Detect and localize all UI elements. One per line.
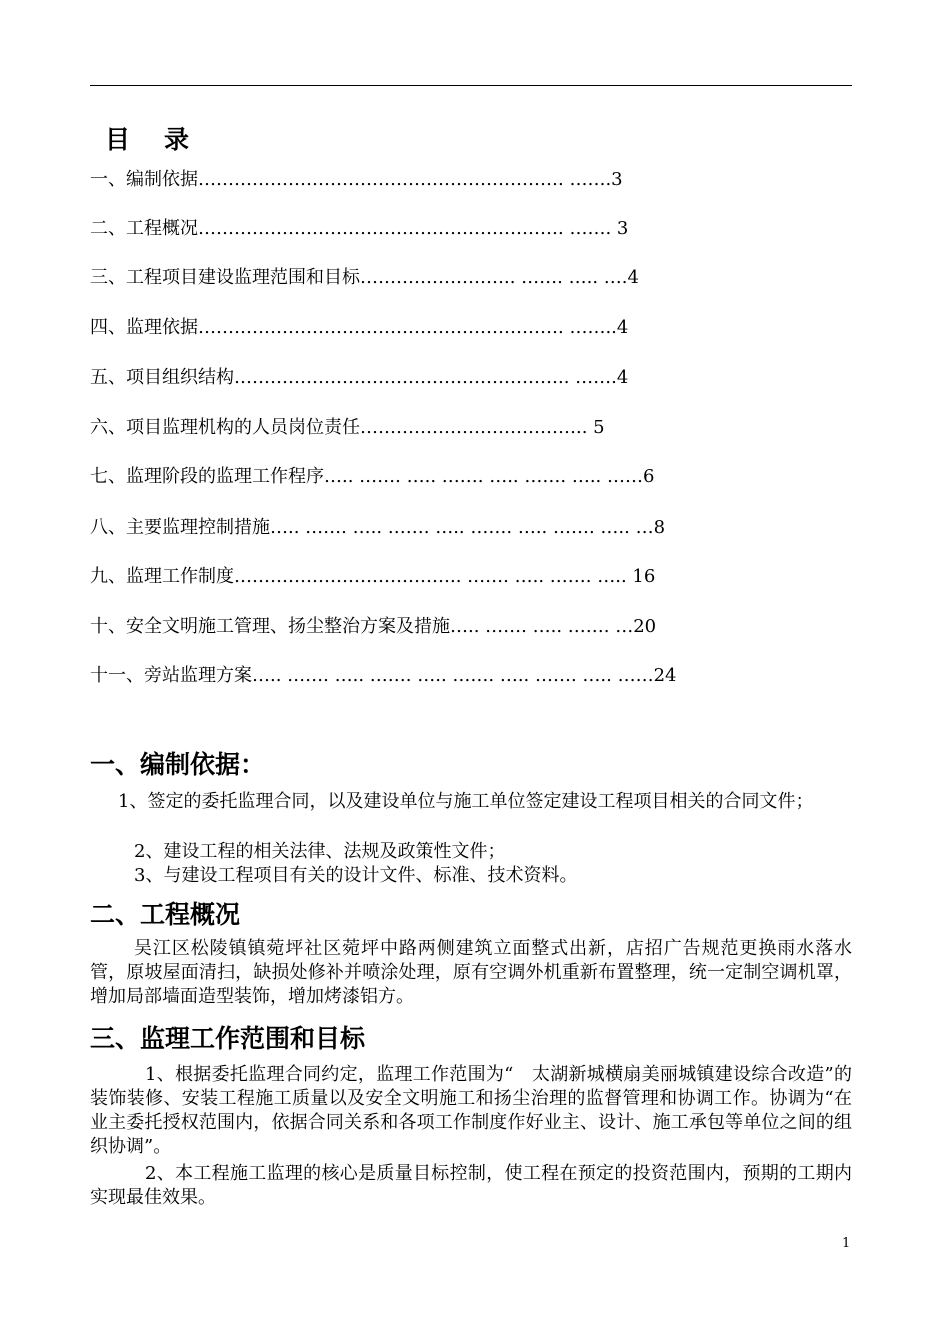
toc-item-4: 四、监理依据……………………………………………………. ……..4: [90, 317, 629, 338]
section-3-paragraph-2: 2、本工程施工监理的核心是质量目标控制，使工程在预定的投资范围内，预期的工期内实现最佳效果。: [90, 1163, 852, 1208]
section-3-paragraph-1: 1、根据委托监理合同约定，监理工作范围为“ 太湖新城横扇美丽城镇建设综合改造”的装饰装修、安装工程施工质量以及安全文明施工和扬尘治理的监督管理和协调工作。协调为“在业主委托授权范围内，依据合同关系和各项工作制度作好业主、设计、施工承包等单位之间的组织协调”。: [90, 1064, 852, 1157]
section-1-paragraph-2: 2、建设工程的相关法律、法规及政策性文件；: [134, 841, 506, 862]
toc-item-10: 十、安全文明施工管理、扬尘整治方案及措施….. ……. ….. ……. …20: [90, 616, 657, 637]
section-heading-3: 三、监理工作范围和目标: [90, 1024, 366, 1053]
toc-item-8: 八、主要监理控制措施….. ……. ….. ……. ….. ……. ….. ……. ….. …8: [90, 517, 666, 538]
section-1-paragraph-3: 3、与建设工程项目有关的设计文件、标准、技术资料。: [134, 865, 578, 886]
section-1-paragraph-1: 1、签定的委托监理合同，以及建设单位与施工单位签定建设工程项目相关的合同文件；: [118, 791, 814, 812]
header-rule: [90, 85, 852, 86]
toc-item-7: 七、监理阶段的监理工作程序….. ……. ….. ……. ….. ……. ….. ……6: [90, 466, 655, 487]
toc-item-6: 六、项目监理机构的人员岗位责任……………………………….. 5: [90, 417, 605, 438]
toc-item-5: 五、项目组织结构……………………………………………….. …….4: [90, 367, 629, 388]
section-heading-2: 二、工程概况: [90, 900, 241, 929]
toc-item-3: 三、工程项目建设监理范围和目标…………………….. ……. ….. ….4: [90, 267, 639, 288]
toc-item-9: 九、监理工作制度……………………………….. ……. ….. ……. ….. 16: [90, 566, 656, 587]
page-number: 1: [842, 1236, 851, 1251]
section-2-paragraph-1: 吴江区松陵镇镇菀坪社区菀坪中路两侧建筑立面整式出新，店招广告规范更换雨水落水管，原坡屋面清扫，缺损处修补并喷涂处理，原有空调外机重新布置整理，统一定制空调机罩，增加局部墙面造型装饰，增加烤漆铝方。: [90, 938, 852, 1007]
toc-item-2: 二、工程概况……………………………………………………. ……. 3: [90, 218, 629, 239]
section-heading-1: 一、编制依据：: [90, 750, 266, 779]
toc-title: 目录: [105, 125, 224, 154]
toc-item-1: 一、编制依据……………………………………………………. …….3: [90, 169, 623, 190]
toc-item-11: 十一、旁站监理方案….. ……. ….. ……. ….. ……. ….. ……. ….. ……24: [90, 665, 677, 686]
